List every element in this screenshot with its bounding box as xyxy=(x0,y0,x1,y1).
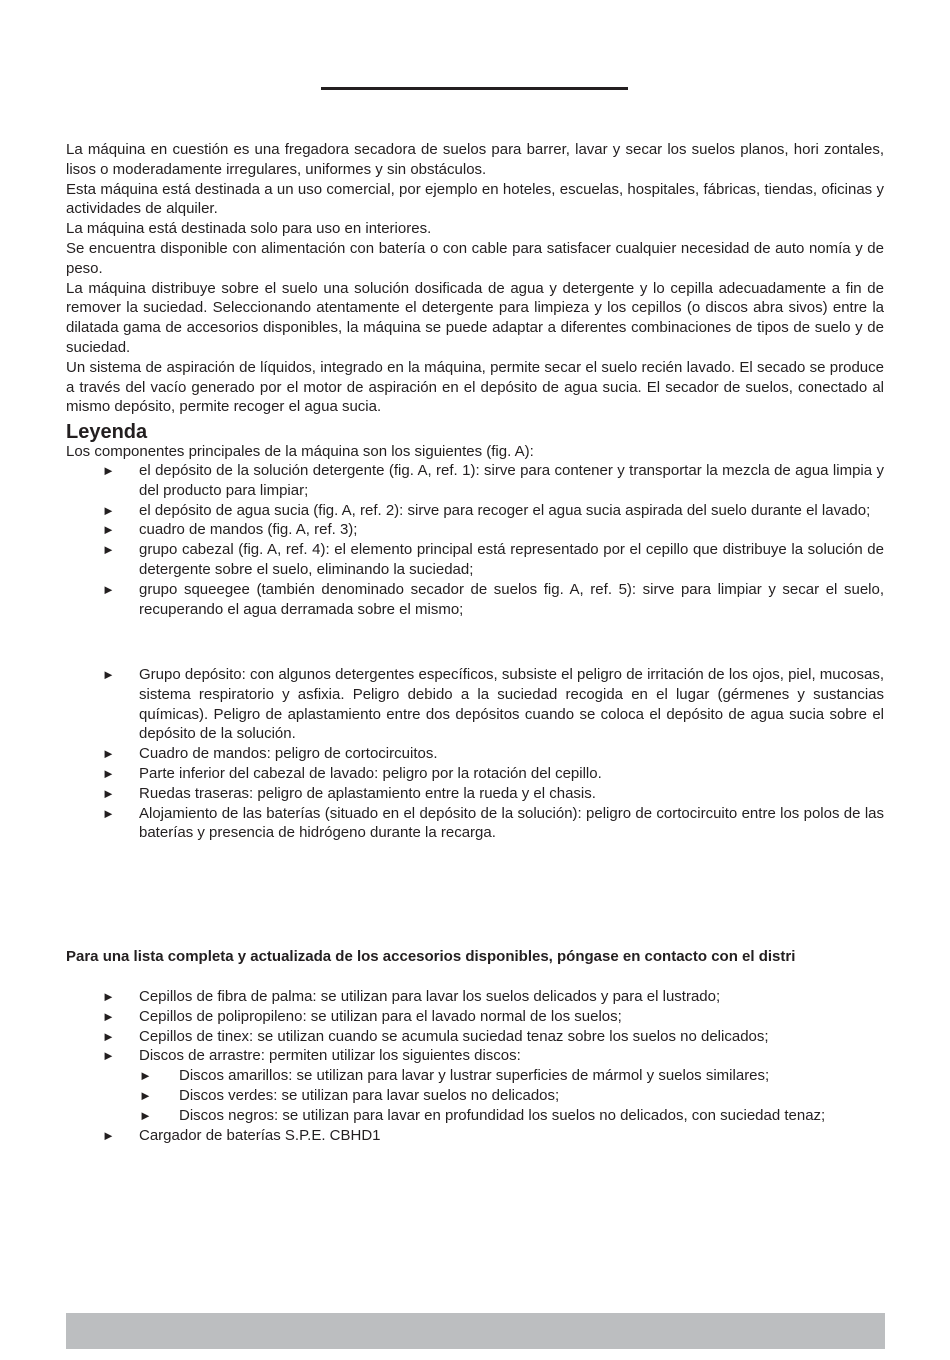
accessory-item-text: Cepillos de tinex: se utilizan cuando se acumula suciedad tenaz sobre los suelos no delicados; xyxy=(139,1027,769,1045)
hazard-item xyxy=(102,784,884,804)
intro-section xyxy=(66,140,884,417)
bullet-arrow-icon: ► xyxy=(102,667,115,682)
bullet-arrow-icon: ► xyxy=(102,746,115,762)
accessory-item xyxy=(102,1007,884,1027)
hazard-item-text: Alojamiento de las baterías (situado en el depósito de la solución): peligro de cortocircuito entre los polos de las baterías y presencia de hidrógeno durante la recarga. xyxy=(139,804,884,842)
bullet-arrow-icon: ► xyxy=(102,1008,115,1024)
hazard-item xyxy=(102,764,884,784)
bullet-arrow-icon: ► xyxy=(102,1028,115,1044)
bullet-arrow-icon: ► xyxy=(139,1068,152,1084)
accessory-item-text: Cepillos de fibra de palma: se utilizan para lavar los suelos delicados y para el lustrado; xyxy=(139,988,721,1005)
footer-bar xyxy=(66,1313,885,1349)
legend-item-text: el depósito de agua sucia (fig. A, ref. 2): sirve para recoger el agua sucia aspirada del suelo durante el lavado; xyxy=(139,501,871,519)
bullet-arrow-icon: ► xyxy=(102,765,115,781)
bullet-arrow-icon: ► xyxy=(102,1127,115,1143)
intro-paragraph: Se encuentra disponible con alimentación con batería o con cable para satisfacer cualquier necesidad de auto nomía y de peso. xyxy=(66,239,884,277)
accessory-item xyxy=(102,1027,884,1047)
accessory-item xyxy=(102,1126,884,1146)
hazard-item-text: Cuadro de mandos: peligro de cortocircuitos. xyxy=(139,745,438,763)
disc-item xyxy=(139,1086,884,1106)
discs-sublist xyxy=(139,1066,884,1125)
disc-item-text: Discos negros: se utilizan para lavar en profundidad los suelos no delicados, con suciedad tenaz; xyxy=(179,1106,826,1124)
title-rule xyxy=(321,87,628,90)
legend-item xyxy=(102,461,884,501)
legend-item-text: grupo cabezal (fig. A, ref. 4): el elemento principal está representado por el cepillo que distribuye la solución de detergente sobre el suelo, eliminando la suciedad; xyxy=(139,541,884,578)
legend-heading: Leyenda xyxy=(66,421,148,443)
accessory-item-text: Cepillos de polipropileno: se utilizan para el lavado normal de los suelos; xyxy=(139,1007,622,1025)
bullet-arrow-icon: ► xyxy=(102,1048,115,1064)
legend-intro: Los componentes principales de la máquina son los siguientes (fig. A): xyxy=(66,443,534,460)
intro-paragraph: La máquina distribuye sobre el suelo una solución dosificada de agua y detergente y lo cepilla adecuadamente a fin de remover la suciedad. Seleccionando atentamente el detergente para limpieza y los cepillos (o discos abra sivos) entre la dilatada gama de accesorios disponibles, la máquina se puede adaptar a diferentes combinaciones de tipos de suelo y de suciedad. xyxy=(66,279,884,356)
bullet-arrow-icon: ► xyxy=(102,542,115,558)
disc-item xyxy=(139,1106,884,1126)
intro-paragraph: La máquina está destinada solo para uso en interiores. xyxy=(66,220,432,238)
disc-item-text: Discos amarillos: se utilizan para lavar y lustrar superficies de mármol y suelos similares; xyxy=(179,1067,770,1085)
bullet-arrow-icon: ► xyxy=(139,1087,152,1103)
bullet-arrow-icon: ► xyxy=(139,1107,152,1123)
hazard-item xyxy=(102,665,884,744)
accessory-item xyxy=(102,1046,884,1125)
accessories-note: Para una lista completa y actualizada de los accesorios disponibles, póngase en contacto con el distri xyxy=(66,948,796,965)
intro-paragraph: La máquina en cuestión es una fregadora secadora de suelos para barrer, lavar y secar los suelos planos, hori zontales, lisos o moderadamente irregulares, uniformes y sin obstáculos. xyxy=(66,141,884,178)
bullet-arrow-icon: ► xyxy=(102,522,115,538)
bullet-arrow-icon: ► xyxy=(102,502,115,518)
bullet-arrow-icon: ► xyxy=(102,785,115,801)
hazard-item-text: Grupo depósito: con algunos detergentes específicos, subsiste el peligro de irritación de los ojos, piel, mucosas, sistema respiratorio y asfixia. Peligro debido a la suciedad recogida en el lugar (gérmenes y sustancias químicas). Peligro de aplastamiento entre dos depósitos cuando se coloca el depósito de agua sucia sobre el depósito de la solución. xyxy=(139,666,884,743)
legend-item-text: el depósito de la solución detergente (fig. A, ref. 1): sirve para contener y transportar la mezcla de agua limpia y del producto para limpiar; xyxy=(139,462,884,499)
accessory-item-text: Discos de arrastre: permiten utilizar los siguientes discos: xyxy=(139,1047,521,1065)
intro-paragraph: Esta máquina está destinada a un uso comercial, por ejemplo en hoteles, escuelas, hospitales, fábricas, tiendas, oficinas y actividades de alquiler. xyxy=(66,180,884,218)
accessory-item-text: Cargador de baterías S.P.E. CBHD1 xyxy=(139,1126,381,1144)
bullet-arrow-icon: ► xyxy=(102,805,115,821)
hazard-item xyxy=(102,804,884,844)
hazard-item xyxy=(102,744,884,764)
bullet-arrow-icon: ► xyxy=(102,463,115,478)
legend-item-text: grupo squeegee (también denominado secador de suelos fig. A, ref. 5): sirve para limpiar y secar el suelo, recuperando el agua derramada sobre el mismo; xyxy=(139,580,884,618)
legend-item xyxy=(102,520,884,540)
disc-item xyxy=(139,1066,884,1086)
disc-item-text: Discos verdes: se utilizan para lavar suelos no delicados; xyxy=(179,1086,560,1104)
legend-item xyxy=(102,580,884,620)
bullet-arrow-icon: ► xyxy=(102,989,115,1004)
bullet-arrow-icon: ► xyxy=(102,581,115,597)
legend-item xyxy=(102,540,884,580)
legend-item xyxy=(102,501,884,521)
intro-paragraph: Un sistema de aspiración de líquidos, integrado en la máquina, permite secar el suelo recién lavado. El secado se produce a través del vacío generado por el motor de aspiración en el depósito de agua sucia. El secador de suelos, conectado al mismo depósito, permite recoger el agua sucia. xyxy=(66,358,884,416)
hazard-item-text: Ruedas traseras: peligro de aplastamiento entre la rueda y el chasis. xyxy=(139,784,596,802)
hazard-item-text: Parte inferior del cabezal de lavado: peligro por la rotación del cepillo. xyxy=(139,764,602,782)
hazards-list xyxy=(102,665,884,843)
accessory-item xyxy=(102,987,884,1007)
accessories-list xyxy=(102,987,884,1145)
legend-item-text: cuadro de mandos (fig. A, ref. 3); xyxy=(139,521,358,539)
legend-list xyxy=(102,461,884,619)
